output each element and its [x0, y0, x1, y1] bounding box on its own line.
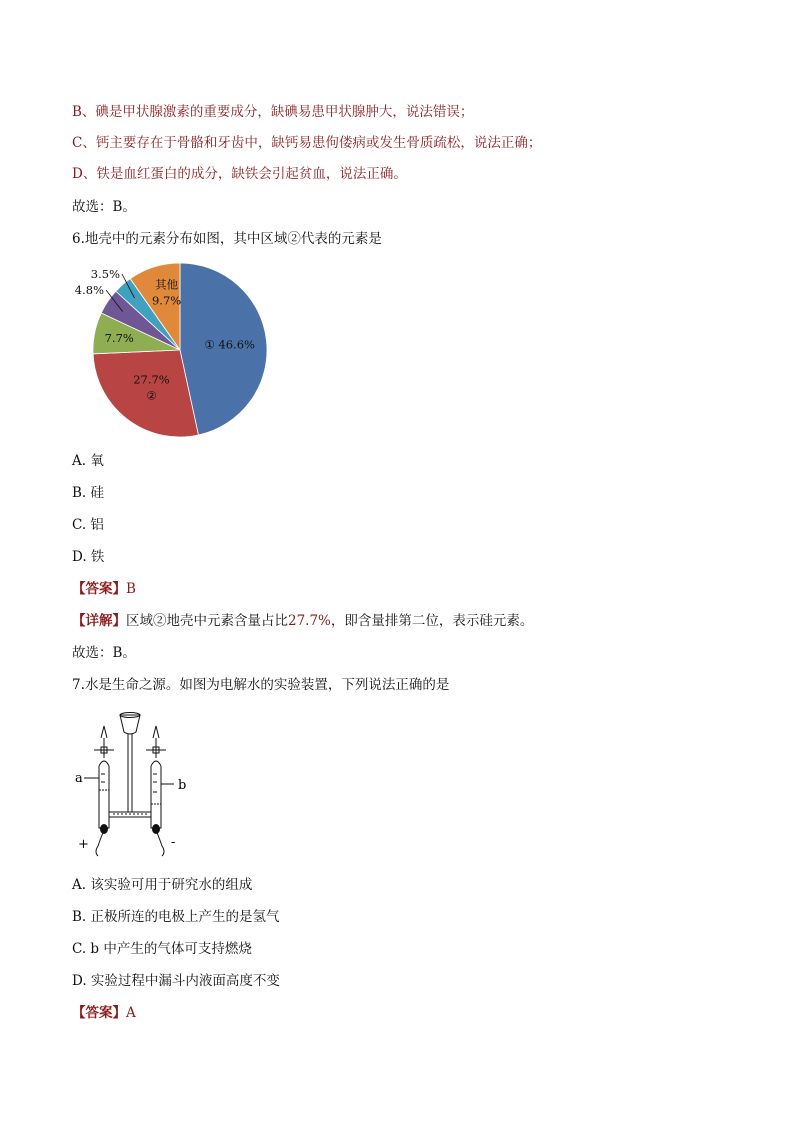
detail-label: 【详解】 — [72, 613, 126, 629]
answer-label: 【答案】 — [72, 1005, 126, 1021]
label-plus: + — [78, 837, 89, 852]
q6-option-b: B. 硅 — [72, 485, 105, 501]
pie-svg — [70, 258, 280, 443]
explanation-b: B、碘是甲状腺激素的重要成分，缺碘易患甲状腺肿大，说法错误； — [72, 104, 474, 120]
pie-label-3: 4.8% — [74, 283, 104, 297]
electrode-negative — [152, 824, 160, 834]
apparatus-svg — [72, 708, 202, 868]
explanation-c: C、钙主要存在于骨骼和牙齿中，缺钙易患佝偻病或发生骨质疏松，说法正确； — [72, 135, 542, 151]
question-6-stem: 6.地壳中的元素分布如图，其中区域②代表的元素是 — [72, 231, 382, 247]
pie-label-1-marker: ② — [146, 388, 157, 403]
pie-label-1-value: 27.7% — [133, 372, 170, 387]
q6-option-c: C. 铝 — [72, 517, 104, 533]
pie-label-4: 3.5% — [90, 267, 120, 281]
pie-label-0: ① 46.6% — [204, 337, 255, 352]
q7-option-d: D. 实验过程中漏斗内液面高度不变 — [72, 973, 280, 989]
q6-answer — [72, 580, 136, 598]
electrode-positive — [100, 824, 108, 834]
wire-negative — [156, 830, 164, 856]
q7-option-a: A. 该实验可用于研究水的组成 — [72, 877, 253, 893]
q6-option-a: A. 氧 — [72, 453, 104, 469]
electrolysis-apparatus — [72, 708, 202, 868]
wire-positive — [96, 830, 104, 856]
answer-value: A — [126, 1005, 136, 1021]
pie-label-5-name: 其他 — [155, 277, 179, 292]
answer-label: 【答案】 — [72, 581, 126, 597]
label-b: b — [178, 778, 187, 793]
crust-element-pie-chart — [70, 258, 280, 443]
question-7-stem: 7.水是生命之源。如图为电解水的实验装置，下列说法正确的是 — [72, 677, 450, 693]
q7-option-b: B. 正极所连的电极上产生的是氢气 — [72, 909, 280, 925]
tube-b — [151, 766, 161, 828]
detail-text-post: ，即含量排第二位，表示硅元素。 — [330, 613, 534, 629]
q6-detail — [72, 612, 533, 630]
selection-q5: 故选：B。 — [72, 199, 136, 215]
pie-label-2: 7.7% — [104, 330, 134, 345]
label-a: a — [75, 771, 83, 786]
detail-number: 27.7% — [288, 613, 331, 629]
q6-option-d: D. 铁 — [72, 549, 105, 565]
label-minus: - — [171, 835, 176, 850]
q7-option-c: C. b 中产生的气体可支持燃烧 — [72, 941, 252, 957]
explanation-d: D、铁是血红蛋白的成分，缺铁会引起贫血，说法正确。 — [72, 166, 407, 182]
pie-label-5-value: 9.7% — [151, 293, 182, 308]
tube-a — [99, 766, 109, 828]
detail-text-pre: 区域②地壳中元素含量占比 — [126, 613, 288, 629]
q7-answer — [72, 1004, 136, 1022]
selection-q6: 故选：B。 — [72, 645, 136, 661]
answer-value: B — [126, 581, 136, 597]
